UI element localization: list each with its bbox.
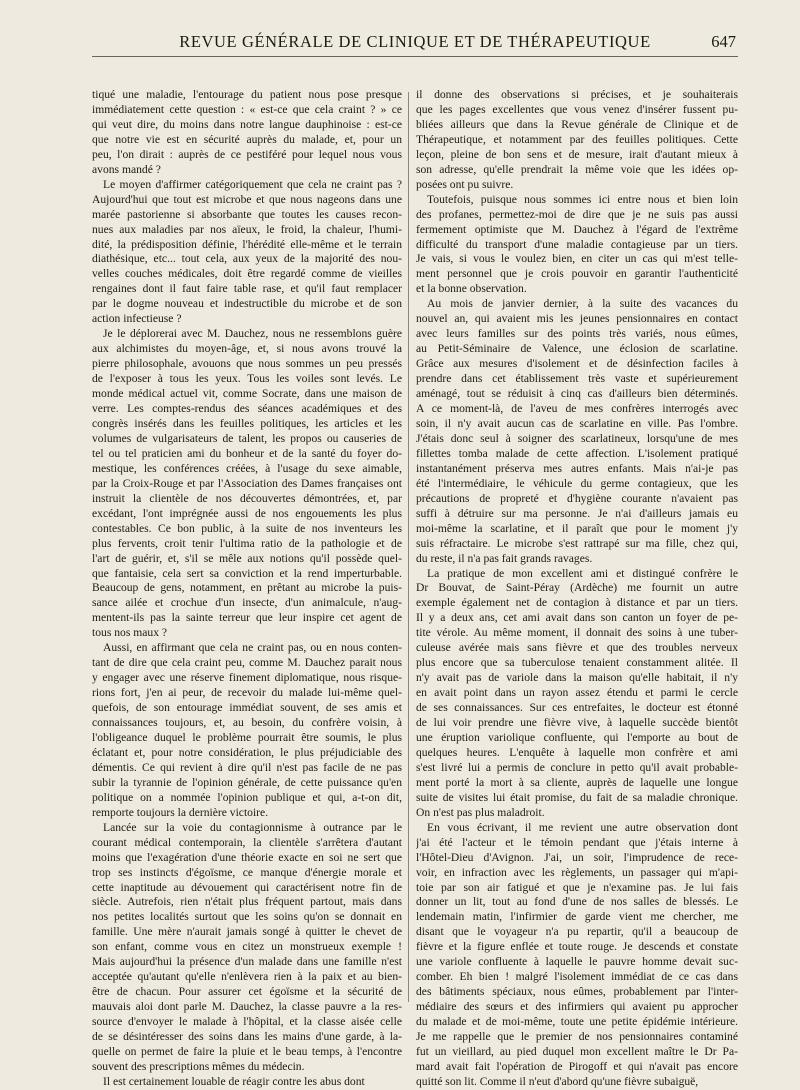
paragraph bbox=[92, 1075, 402, 1090]
left-column bbox=[92, 88, 402, 1090]
text-line: fièvre et la figure enflée et toute rouge. Je descends et constate bbox=[416, 940, 738, 954]
text-line: Il est certainement louable de réagir contre les abus dont bbox=[103, 1074, 365, 1088]
text-line: tant de dire que cela craint peu, comme M. Dauchez parait nous bbox=[92, 656, 402, 670]
text-line: de ses connaissances. Sur ces entrefaites, le docteur est étonné bbox=[416, 701, 738, 715]
text-line: Aussi, en affirmant que cela ne craint pas, ou en nous conten- bbox=[103, 641, 402, 655]
text-line: aménagé, tout se réduisit à cinq cas d'ailleurs bien déterminés. bbox=[416, 387, 738, 401]
text-line: rions fort, j'en ai peur, de recevoir du malade lui-même quel- bbox=[92, 686, 402, 700]
text-columns bbox=[92, 88, 738, 1088]
text-line: posées ont pu suivre. bbox=[416, 177, 514, 191]
text-line: immédiatement cette question : « est-ce que cela craint ? » ce bbox=[92, 102, 402, 116]
text-line: mentent-ils pas la sainte terreur que leur inspire cet agent de bbox=[92, 611, 402, 625]
text-line: ment porté la mort à sa cliente, auprès de laquelle une longue bbox=[416, 775, 738, 789]
text-line: fermement optimiste que M. Dauchez à l'égard de l'extrême bbox=[416, 222, 738, 236]
text-line: source d'envoyer le malade à l'hôpital, et la classe aisée celle bbox=[92, 1015, 402, 1029]
text-line: remporte toujours la dernière victoire. bbox=[92, 805, 269, 819]
text-line: mestique, les conférences créées, à l'usage du sexe aimable, bbox=[92, 461, 402, 475]
text-line: soin, il n'y avait aucun cas de scarlatine en ville. Pas l'ombre. bbox=[416, 416, 738, 430]
text-line: toie par son air fatigué et que je n'examine pas. Je lui fais bbox=[416, 880, 738, 894]
text-line: rengaines dont il faut faire table rase, et qu'il faut remplacer bbox=[92, 282, 402, 296]
text-line: comber. Eh bien ! malgré l'isolement immédiat de ce cas dans bbox=[416, 970, 738, 984]
text-line: été l'intermédiaire, le véhicule du germe contagieux, que les bbox=[416, 476, 738, 490]
text-line: leçon, pleine de bon sens et de mesure, irait d'autant mieux à bbox=[416, 147, 738, 161]
text-line: aux alchimistes du moyen-âge, et, si nous avons trouvé la bbox=[92, 342, 402, 356]
text-line: marée pastorienne si absorbante que toutes les causes recon- bbox=[92, 207, 402, 221]
text-line: instruit la clientèle de nos découvertes démontrées, et, par bbox=[92, 491, 402, 505]
paragraph bbox=[416, 88, 738, 193]
text-line: pierre philosophale, avouons que nous sommes un peu pressés bbox=[92, 357, 402, 371]
text-line: par le dogme nouveau et indestructible du microbe et de son bbox=[92, 297, 402, 311]
page-header bbox=[92, 30, 738, 57]
text-line: A ce moment-là, de l'aveu de mes confrères interrogés avec bbox=[416, 402, 738, 416]
text-line: monde médical actuel vit, comme Socrate, dans une maison de bbox=[92, 387, 402, 401]
text-line: lendemain matin, l'infirmier de garde vient me chercher, me bbox=[416, 910, 738, 924]
text-line: Mais aujourd'hui la présence d'un malade dans une famille n'est bbox=[92, 955, 402, 969]
text-line: de se désintéresser des soins dans les mains d'une garde, à la- bbox=[92, 1030, 402, 1044]
paragraph bbox=[92, 641, 402, 820]
text-line: tous nos maux ? bbox=[92, 626, 168, 640]
text-line: Toutefois, puisque nous sommes ici entre nous et bien loin bbox=[427, 192, 738, 206]
text-line: culeuse avérée mais sans fièvre et que des troubles nerveux bbox=[416, 641, 738, 655]
text-line: une variole confluente à laquelle le pauvre homme devait suc- bbox=[416, 955, 738, 969]
text-line: Je le déplorerai avec M. Dauchez, nous ne ressemblons guère bbox=[103, 327, 402, 341]
text-line: éclatant et, pour notre considération, le plus préjudiciable des bbox=[92, 745, 402, 759]
text-line: avec leurs familles sur des points très variés, nous eûmes, bbox=[416, 327, 738, 341]
text-line: On n'est pas plus maladroit. bbox=[416, 805, 545, 819]
running-title: REVUE GÉNÉRALE DE CLINIQUE ET DE THÉRAPEUTIQUE bbox=[179, 32, 651, 51]
text-line: plus fervents, croit tenir l'ultima ratio de la pathologie et de bbox=[92, 536, 402, 550]
text-line: exemple également net de contagion à distance et par un tiers. bbox=[416, 596, 738, 610]
text-line: que notre vie est en sécurité auprès du malade, et, pour un bbox=[92, 132, 402, 146]
text-line: il donne des observations si précises, et je souhaiterais bbox=[416, 88, 738, 101]
text-line: l'Hôtel-Dieu d'Avignon. J'ai, un soir, l'imprudence de rece- bbox=[416, 850, 738, 864]
text-line: l'art de guérir, et, s'il se mêle aux notions qu'il possède quel- bbox=[92, 551, 402, 565]
text-line: famille. Une mère n'aurait jamais songé à quitter le chevet de bbox=[92, 925, 402, 939]
text-line: être de chacun. Pour assurer cet égoïsme et la sécurité de bbox=[92, 985, 402, 999]
text-line: trop ses instincts d'égoïsme, ce manque d'énergie morale et bbox=[92, 865, 402, 879]
text-line: que les pages excellentes que vous venez d'insérer fussent pu- bbox=[416, 102, 738, 116]
text-line: par la Croix-Rouge et par l'Association des Dames françaises ont bbox=[92, 476, 402, 490]
paragraph bbox=[416, 821, 738, 1090]
text-line: La pratique de mon excellent ami et distingué confrère le bbox=[427, 566, 738, 580]
text-line: instantanément préserva mes autres enfants. Mais n'ai-je pas bbox=[416, 461, 738, 475]
text-line: courant médical contemporain, la clientèle s'arrêtera d'autant bbox=[92, 835, 402, 849]
text-line: du malade et de moi-même, toute une petite épidémie intérieure. bbox=[416, 1015, 738, 1029]
text-line: n'y avait pas de variole dans la maison qu'elle habitait, il n'y bbox=[416, 671, 738, 685]
text-line: souvent des prescriptions mêmes du médecin. bbox=[92, 1059, 305, 1073]
text-line: ment personnel que je crois pouvoir en garantir l'authenticité bbox=[416, 267, 738, 281]
text-line: plus encore que sa tuberculose tenaient constamment alitée. Il bbox=[416, 656, 738, 670]
text-line: Thérapeutique, et notamment par des feuilles politiques. Cette bbox=[416, 132, 738, 146]
text-line: s'est livré lui a permis de conclure in petto qu'il avait probable- bbox=[416, 760, 738, 774]
text-line: Il y a deux ans, cet ami avait dans son canton un foyer de pe- bbox=[416, 611, 738, 625]
text-line: volumes de vulgarisateurs de talent, les propos ou causeries de bbox=[92, 431, 402, 445]
text-line: Au mois de janvier dernier, à la suite des vacances du bbox=[427, 297, 738, 311]
text-line: excédant, l'ont imprégnée aussi de nos engouements les plus bbox=[92, 506, 402, 520]
text-line: contestables. Ce bon public, à la suite de nos inventeurs les bbox=[92, 521, 402, 535]
text-line: en avait point dans un rayon assez étendu et parmi le cercle bbox=[416, 686, 738, 700]
text-line: nouvel an, qui avaient mis les jeunes pensionnaires en contact bbox=[416, 312, 738, 326]
text-line: J'étais donc seul à soigner des scarlatineux, lorsqu'une de mes bbox=[416, 431, 738, 445]
text-line: des bâtiments spéciaux, nous eûmes, probablement par l'inter- bbox=[416, 985, 738, 999]
text-line: démentis. Ce qui revient à dire qu'il n'est pas facile de ne pas bbox=[92, 760, 402, 774]
text-line: tite vérole. Au même moment, il donnait des soins à une tuber- bbox=[416, 626, 738, 640]
text-line: acceptée qu'autant qu'elle n'enlèvera rien à la paix et au bien- bbox=[92, 970, 402, 984]
text-line: fut un vieillard, au pied duquel mon excellent maître le Dr Pa- bbox=[416, 1045, 738, 1058]
text-line: voir, en infraction avec les règlements, un passager qui m'api- bbox=[416, 865, 738, 879]
text-line: de l'exposer à tous les yeux. Tous les voiles sont levés. Le bbox=[92, 372, 402, 386]
text-line: Grâce aux mesures d'isolement et de désinfection faciles à bbox=[416, 357, 738, 371]
text-line: nues aux maladies par nos aïeux, le froid, la chaleur, l'humi- bbox=[92, 222, 402, 236]
text-line: tiqué une maladie, l'entourage du patient nous pose presque bbox=[92, 88, 402, 101]
text-line: de lui voir prendre une fièvre vive, à laquelle succède bientôt bbox=[416, 716, 738, 730]
text-line: Dr Bouvat, de Saint-Péray (Ardèche) me fournit un autre bbox=[416, 581, 738, 595]
text-line: sance ailée et crochue d'un insecte, d'un animalcule, n'aug- bbox=[92, 596, 402, 610]
paragraph bbox=[416, 193, 738, 298]
text-line: que fantaisie, cela sert sa conviction et la rend imperturbable. bbox=[92, 566, 402, 580]
column-divider bbox=[408, 92, 409, 1002]
text-line: avons mandé ? bbox=[92, 162, 161, 176]
text-line: au Petit-Séminaire de Valence, une éclosion de scarlatine. bbox=[416, 342, 738, 356]
paragraph bbox=[92, 821, 402, 1075]
paragraph bbox=[416, 297, 738, 566]
text-line: donner un lit, tout au fond d'une de nos salles de blessés. Le bbox=[416, 895, 738, 909]
text-line: bliées ailleurs que dans la Revue générale de Clinique et de bbox=[416, 117, 738, 131]
text-line: quefois, de son entourage immédiat souvent, de ses amis et bbox=[92, 701, 402, 715]
text-line: verre. Les comptes-rendus des séances académiques et des bbox=[92, 402, 402, 416]
text-line: velles couches médicales, doit être regardé comme de vieilles bbox=[92, 267, 402, 281]
text-line: Je vais, si vous le voulez bien, en citer un cas qui m'est telle- bbox=[416, 252, 738, 266]
text-line: connaissances toujours, et, au besoin, du confrère voisin, à bbox=[92, 716, 402, 730]
text-line: action infectieuse ? bbox=[92, 312, 182, 326]
text-line: suis réfractaire. Le microbe s'est rattrapé sur ma fille, chez qui, bbox=[416, 536, 738, 550]
page-number: 647 bbox=[711, 32, 736, 51]
text-line: qui veut dire, du moins dans notre langue dauphinoise : est-ce bbox=[92, 117, 402, 131]
text-line: peu, l'on dirait : auprès de ce pestiféré pour lequel nous vous bbox=[92, 147, 402, 161]
text-line: Beaucoup de gens, notamment, en prêtant au microbe la puis- bbox=[92, 581, 402, 595]
text-line: disant que le voyageur n'a pu repartir, qu'il a beaucoup de bbox=[416, 925, 738, 939]
text-line: et la bonne observation. bbox=[416, 282, 527, 296]
text-line: suite de visites lui était promise, du fait de sa maladie chronique. bbox=[416, 790, 738, 804]
text-line: dité, la prédisposition définie, l'hérédité elle-même et le terrain bbox=[92, 237, 402, 251]
text-line: quelle on permet de faire la pluie et le beau temps, à l'encontre bbox=[92, 1045, 402, 1058]
text-line: subir la tyrannie de l'opinion générale, de cette puissance qu'en bbox=[92, 775, 402, 789]
text-line: tel ou tel praticien ami du bonheur et de la santé du foyer do- bbox=[92, 446, 402, 460]
text-line: moi-même la scarlatine, et il paraît que pour le moment j'y bbox=[416, 521, 738, 535]
text-line: En vous écrivant, il me revient une autre observation dont bbox=[427, 820, 738, 834]
text-line: son enfant, comme vous en citez un monstrueux exemple ! bbox=[92, 940, 402, 954]
text-line: du reste, il n'a pas fait grands ravages. bbox=[416, 551, 593, 565]
paragraph bbox=[92, 327, 402, 641]
text-line: siècle. Autrefois, rien n'était plus fréquent partout, mais dans bbox=[92, 895, 402, 909]
text-line: médiaire des sœurs et des infirmiers qui avaient pu approcher bbox=[416, 1000, 738, 1014]
text-line: politique on a nommée l'opinion publique et qui, a-t-on dit, bbox=[92, 790, 402, 804]
text-line: Le moyen d'affirmer catégoriquement que cela ne craint pas ? bbox=[103, 177, 402, 191]
right-column bbox=[416, 88, 738, 1090]
text-line: Je me rappelle que le premier de nos pensionnaires contaminé bbox=[416, 1030, 738, 1044]
text-line: congrès insérés dans les feuilles politiques, les articles et les bbox=[92, 416, 402, 430]
text-line: précautions de propreté et d'hygiène courante n'avaient pas bbox=[416, 491, 738, 505]
text-line: diathésique, etc... tout cela, aux yeux de la majorité des nou- bbox=[92, 252, 402, 266]
text-line: Aujourd'hui que tout est microbe et que nous nageons dans une bbox=[92, 192, 402, 206]
text-line: cette inaptitude au dévouement qui caractérisent notre fin de bbox=[92, 880, 402, 894]
paragraph bbox=[92, 178, 402, 328]
text-line: difficulté du transport d'une maladie contagieuse par un tiers. bbox=[416, 237, 738, 251]
text-line: y engager avec une réserve finement diplomatique, nous risque- bbox=[92, 671, 402, 685]
text-line: son adresse, qu'elle prendrait la même voie que les idées op- bbox=[416, 162, 738, 176]
text-line: suffi à détruire sur ma personne. Je n'ai d'ailleurs jamais eu bbox=[416, 506, 738, 520]
text-line: mard avait fait l'opération de Pirogoff et qui n'avait pas encore bbox=[416, 1059, 738, 1073]
text-line: une éruption variolique confluente, qui l'emporte au bout de bbox=[416, 730, 738, 744]
text-line: j'ai été l'acteur et le témoin pendant que j'étais interne à bbox=[416, 835, 738, 849]
text-line: quelques heures. L'enquête à laquelle mon confrère et ami bbox=[416, 745, 738, 759]
text-line: nos petites localités surtout que les soins qu'on se donnait en bbox=[92, 910, 402, 924]
text-line: prendre dans cet établissement très vaste et supérieurement bbox=[416, 372, 738, 386]
text-line: quitté son lit. Comme il n'eut d'abord qu'une fièvre subaiguë, bbox=[416, 1074, 699, 1088]
text-line: des profanes, permettez-moi de dire que je ne suis pas aussi bbox=[416, 207, 738, 221]
text-line: mauvais aloi dont parle M. Dauchez, la classe pauvre a la res- bbox=[92, 1000, 402, 1014]
text-line: l'obligeance duquel le problème pourrait être soumis, le plus bbox=[92, 730, 402, 744]
text-line: fillettes tomba malade de cette affection. L'isolement pratiqué bbox=[416, 446, 738, 460]
text-line: Lancée sur la voie du contagionnisme à outrance par le bbox=[103, 820, 402, 834]
paragraph bbox=[416, 567, 738, 821]
text-line: moins que l'exagération d'une théorie exacte en soi ne sert que bbox=[92, 850, 402, 864]
paragraph bbox=[92, 88, 402, 178]
